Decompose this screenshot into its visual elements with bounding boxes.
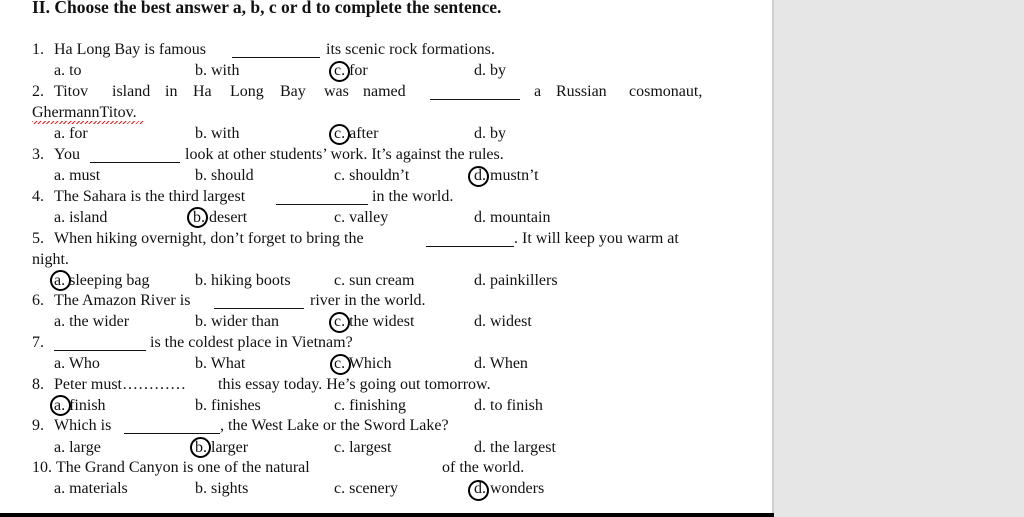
bottom-edge-bar <box>0 513 774 517</box>
option-a: a. finish <box>54 397 106 414</box>
question-text: Ha <box>193 83 212 100</box>
option-a: a. to <box>54 62 82 79</box>
option-d: d. by <box>474 125 506 142</box>
answer-circle-mark <box>329 61 350 82</box>
answer-circle-mark <box>329 124 350 145</box>
answer-circle-mark <box>330 354 351 375</box>
question-text: The Amazon River is <box>54 292 191 309</box>
option-c: c. Which <box>334 355 392 372</box>
option-b: b. wider than <box>195 313 279 330</box>
option-c: c. the widest <box>334 313 415 330</box>
question-text: . It will keep you warm at <box>514 230 679 247</box>
question-text: was <box>324 83 349 100</box>
question-number: 4. <box>32 188 44 205</box>
question-text: of the world. <box>442 459 525 476</box>
option-a: a. sleeping bag <box>54 272 150 289</box>
option-b: b. hiking boots <box>195 272 291 289</box>
question-text: island <box>112 83 151 100</box>
option-b: b. with <box>195 125 240 142</box>
option-b: b. finishes <box>195 397 261 414</box>
question-text: The Grand Canyon is one of the natural <box>56 459 310 476</box>
answer-blank <box>214 308 304 309</box>
question-text: Ha Long Bay is famous <box>54 41 206 58</box>
spellcheck-underline <box>32 121 144 124</box>
option-a: a. Who <box>54 355 100 372</box>
right-margin-gutter <box>774 0 1024 517</box>
answer-blank <box>90 162 180 163</box>
question-text: Peter must………… <box>54 376 186 393</box>
option-c: c. scenery <box>334 480 398 497</box>
option-d: d. to finish <box>474 397 543 414</box>
answer-blank <box>276 204 368 205</box>
option-a: a. must <box>54 167 101 184</box>
option-b: b. sights <box>195 480 249 497</box>
question-text: You <box>54 146 80 163</box>
question-text: When hiking overnight, don’t forget to bring the <box>54 230 364 247</box>
option-d: d. mustn’t <box>474 167 539 184</box>
answer-blank <box>124 433 220 434</box>
question-text: named <box>363 83 406 100</box>
option-d: d. mountain <box>474 209 551 226</box>
question-text: this essay today. He’s going out tomorrow. <box>218 376 491 393</box>
option-c: c. sun cream <box>334 272 415 289</box>
question-number: 7. <box>32 334 44 351</box>
question-text: look at other students’ work. It’s against the rules. <box>185 146 504 163</box>
question-number: 5. <box>32 230 44 247</box>
page-edge-divider <box>772 0 774 517</box>
option-a: a. for <box>54 125 88 142</box>
question-number: 2. <box>32 83 44 100</box>
question-text: Long <box>230 83 264 100</box>
answer-circle-mark <box>468 480 489 501</box>
question-text: Titov <box>54 83 89 100</box>
option-b: b. What <box>195 355 246 372</box>
option-b: b. larger <box>195 439 249 456</box>
option-d: d. painkillers <box>474 272 558 289</box>
answer-circle-mark <box>50 395 71 416</box>
option-c: c. largest <box>334 439 392 456</box>
option-a: a. large <box>54 439 101 456</box>
question-text: its scenic rock formations. <box>326 41 495 58</box>
question-number: 1. <box>32 41 44 58</box>
question-number: 10. <box>32 459 52 476</box>
question-text: in <box>165 83 178 100</box>
option-d: d. widest <box>474 313 532 330</box>
option-d: d. wonders <box>474 480 545 497</box>
option-c: c. valley <box>334 209 389 226</box>
answer-circle-mark <box>50 270 71 291</box>
question-number: 8. <box>32 376 44 393</box>
answer-circle-mark <box>329 312 350 333</box>
option-b: b. with <box>195 62 240 79</box>
question-text: night. <box>32 251 69 268</box>
answer-blank <box>430 99 520 100</box>
option-d: d. by <box>474 62 506 79</box>
answer-circle-mark <box>468 166 489 187</box>
answer-circle-mark <box>187 207 208 228</box>
answer-blank <box>54 350 146 351</box>
question-number: 6. <box>32 292 44 309</box>
option-d: d. the largest <box>474 439 556 456</box>
question-text: is the coldest place in Vietnam? <box>150 334 353 351</box>
question-text: Bay <box>280 83 306 100</box>
answer-circle-mark <box>190 437 211 458</box>
section-heading: II. Choose the best answer a, b, c or d to complete the sentence. <box>32 0 502 17</box>
option-b: b. desert <box>193 209 248 226</box>
question-text: river in the world. <box>310 292 426 309</box>
question-text: Russian <box>556 83 607 100</box>
option-c: c. finishing <box>334 397 406 414</box>
option-d: d. When <box>474 355 528 372</box>
question-text: The Sahara is the third largest <box>54 188 246 205</box>
question-text: in the world. <box>372 188 454 205</box>
option-a: a. island <box>54 209 108 226</box>
question-number: 9. <box>32 417 44 434</box>
option-b: b. should <box>195 167 254 184</box>
question-text: , the West Lake or the Sword Lake? <box>220 417 449 434</box>
option-c: c. after <box>334 125 379 142</box>
question-number: 3. <box>32 146 44 163</box>
answer-blank <box>232 57 320 58</box>
option-a: a. materials <box>54 480 128 497</box>
question-text: GhermannTitov. <box>32 104 137 121</box>
question-text: a <box>534 83 542 100</box>
answer-blank <box>426 246 514 247</box>
question-text: Which is <box>54 417 112 434</box>
option-c: c. for <box>334 62 368 79</box>
option-a: a. the wider <box>54 313 130 330</box>
option-c: c. shouldn’t <box>334 167 410 184</box>
question-text: cosmonaut, <box>629 83 703 100</box>
